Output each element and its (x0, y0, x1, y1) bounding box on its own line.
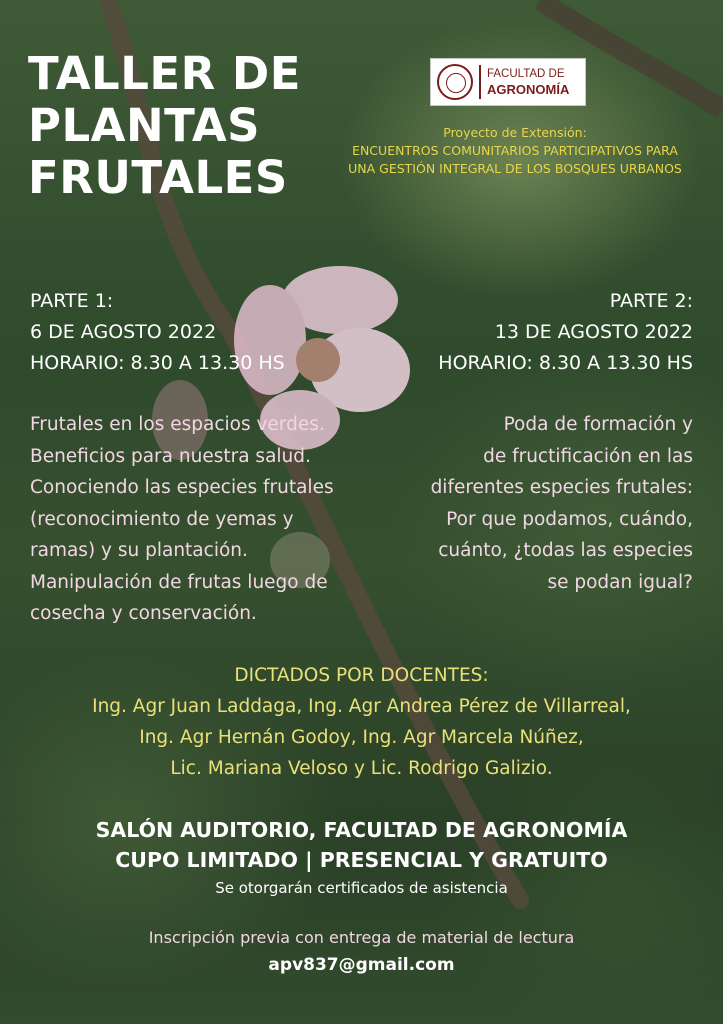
logo-line-1: FACULTAD DE (487, 68, 565, 80)
part-2-description (431, 409, 693, 598)
part-1-schedule: HORARIO: 8.30 A 13.30 HS (30, 352, 285, 374)
part-1-description-line: Conociendo las especies frutales (30, 477, 334, 498)
part-2-description-line: cuánto, ¿todas las especies (438, 540, 693, 561)
venue-info (0, 815, 723, 875)
part-2-heading: PARTE 2: (609, 290, 693, 312)
part-1-heading: PARTE 1: (30, 290, 114, 312)
signup-note: Inscripción previa con entrega de material de lectura (148, 928, 575, 947)
teachers-line: Ing. Agr Hernán Godoy, Ing. Agr Marcela Núñez, (139, 727, 584, 748)
project-name-line-1: ENCUENTROS COMUNITARIOS PARTICIPATIVOS PARA (352, 143, 678, 158)
part-2-info (438, 286, 693, 379)
teachers-section (0, 660, 723, 784)
workshop-title (28, 48, 328, 204)
title-line-2: PLANTAS (28, 99, 261, 152)
extension-project (322, 124, 708, 178)
part-1-description (30, 409, 334, 630)
teachers-line: Ing. Agr Juan Laddaga, Ing. Agr Andrea Pérez de Villarreal, (92, 696, 631, 717)
logo-line-2: AGRONOMÍA (487, 82, 570, 97)
contact-email[interactable]: apv837@gmail.com (268, 955, 455, 975)
university-seal-icon (437, 64, 473, 100)
logo-text (487, 67, 569, 97)
title-line-1: TALLER DE (28, 47, 302, 100)
project-label: Proyecto de Extensión: (443, 125, 587, 140)
part-1-description-line: cosecha y conservación. (30, 603, 257, 624)
teachers-line: Lic. Mariana Veloso y Lic. Rodrigo Galizio. (170, 758, 553, 779)
part-1-date: 6 DE AGOSTO 2022 (30, 321, 217, 343)
part-2-schedule: HORARIO: 8.30 A 13.30 HS (438, 352, 693, 374)
part-1-description-line: (reconocimiento de yemas y (30, 508, 294, 530)
part-1-description-line: Manipulación de frutas luego de (30, 571, 328, 593)
teachers-heading: DICTADOS POR DOCENTES: (234, 665, 489, 686)
part-1-info (30, 286, 285, 379)
project-name-line-2: UNA GESTIÓN INTEGRAL DE LOS BOSQUES URBANOS (348, 161, 682, 176)
part-2-description-line: Poda de formación y (503, 414, 693, 435)
part-2-description-line: de fructificación en las (483, 445, 693, 467)
certificate-note: Se otorgarán certificados de asistencia (215, 879, 508, 897)
part-2-description-line: se podan igual? (547, 571, 693, 593)
logo-divider (479, 65, 481, 99)
venue-line-1: SALÓN AUDITORIO, FACULTAD DE AGRONOMÍA (95, 818, 628, 842)
part-2-description-line: Por que podamos, cuándo, (446, 508, 693, 530)
part-1-description-line: Frutales en los espacios verdes. (30, 414, 325, 435)
part-2-description-line: diferentes especies frutales: (430, 477, 693, 498)
part-1-description-line: Beneficios para nuestra salud. (30, 445, 311, 467)
part-2-date: 13 DE AGOSTO 2022 (494, 321, 693, 343)
faculty-logo (430, 58, 586, 106)
part-1-description-line: ramas) y su plantación. (30, 540, 248, 561)
venue-line-2: CUPO LIMITADO | PRESENCIAL Y GRATUITO (115, 848, 608, 872)
title-line-3: FRUTALES (28, 151, 288, 204)
